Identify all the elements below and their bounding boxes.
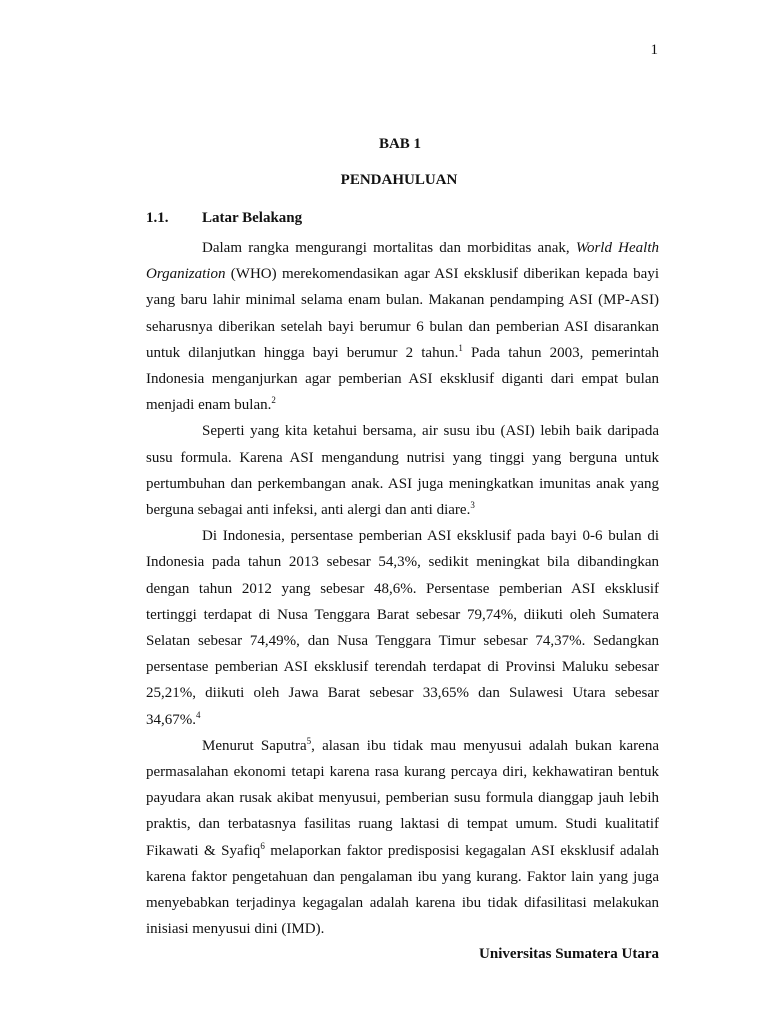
paragraph-1-italic-term: World Health Organization — [146, 240, 659, 283]
section-heading — [146, 210, 302, 227]
paragraph-1-text-c: (WHO) merekomendasikan agar ASI eksklusif diberikan kepada bayi yang baru lahir minimal selama enam bulan. Makanan pendamping ASI (MP-ASI) seharusnya diberikan setelah bayi berumur 6 bulan dan pemberian ASI disarankan untuk dilanjutkan hingga bayi berumur 2 tahun. — [146, 266, 659, 361]
footnote-ref-4: 4 — [196, 709, 201, 720]
paragraph-4-text-b: , alasan ibu tidak mau menyusui adalah bukan karena permasalahan ekonomi tetapi karena rasa kurang percaya diri, kekhawatiran bentuk payudara akan rusak akibat menyusui, pemberian susu formula dianggap jauh lebih praktis, dan terbatasnya fasilitas ruang laktasi di tempat umum. Studi kualitatif Fikawati & Syafiq — [146, 737, 659, 859]
paragraph-3-text: Di Indonesia, persentase pemberian ASI eksklusif pada bayi 0-6 bulan di Indonesia pada tahun 2013 sebesar 54,3%, sedikit meningkat bila dibandingkan dengan tahun 2012 yang sebesar 48,6%. Persentase pemberian ASI eksklusif tertinggi terdapat di Nusa Tenggara Barat sebesar 79,74%, diikuti oleh Sumatera Selatan sebesar 74,49%, dan Nusa Tenggara Timur sebesar 74,37%. Sedangkan persentase pemberian ASI eksklusif terendah terdapat di Provinsi Maluku sebesar 25,21%, diikuti oleh Jawa Barat sebesar 33,65% dan Sulawesi Utara sebesar 34,67%. — [146, 528, 659, 728]
chapter-subtitle: PENDAHULUAN — [340, 172, 458, 188]
page-number: 1 — [650, 42, 658, 58]
paragraph-2-text: Seperti yang kita ketahui bersama, air susu ibu (ASI) lebih baik daripada susu formula. Karena ASI mengandung nutrisi yang tinggi yang berguna untuk pertumbuhan dan perkembangan anak. ASI juga meningkatkan imunitas anak yang berguna sebagai anti infeksi, anti alergi dan anti diare. — [146, 423, 659, 519]
section-number: 1.1. — [146, 210, 169, 226]
paragraph-1-text-a: Dalam rangka mengurangi mortalitas dan morbiditas anak, — [202, 240, 576, 256]
paragraph-4-text-a: Menurut Saputra — [202, 737, 307, 754]
paragraph-2 — [146, 418, 659, 523]
footer-institution: Universitas Sumatera Utara — [479, 946, 659, 962]
footnote-ref-6: 6 — [260, 840, 265, 851]
footnote-ref-5: 5 — [306, 735, 312, 746]
footnote-ref-3: 3 — [470, 500, 475, 511]
paragraph-3 — [146, 523, 659, 733]
paragraph-4-text-c: melaporkan faktor predisposisi kegagalan ASI eksklusif adalah karena faktor pengetahuan dan pengalaman ibu yang kurang. Faktor lain yang juga menyebabkan terjadinya kegagalan adalah karena ibu tidak difasilitasi melakukan inisiasi menyusui dini (IMD). — [146, 842, 659, 938]
chapter-title: BAB 1 — [378, 136, 422, 152]
footnote-ref-1: 1 — [458, 342, 463, 353]
footnote-ref-2: 2 — [271, 395, 276, 406]
paragraph-1-text-d: Pada tahun 2003, pemerintah Indonesia menganjurkan agar pemberian ASI eksklusif diganti dari empat bulan menjadi enam bulan. — [146, 344, 659, 414]
paragraph-1 — [146, 235, 659, 418]
body-text — [146, 235, 659, 942]
section-title: Latar Belakang — [202, 210, 303, 226]
paragraph-4 — [146, 733, 659, 943]
